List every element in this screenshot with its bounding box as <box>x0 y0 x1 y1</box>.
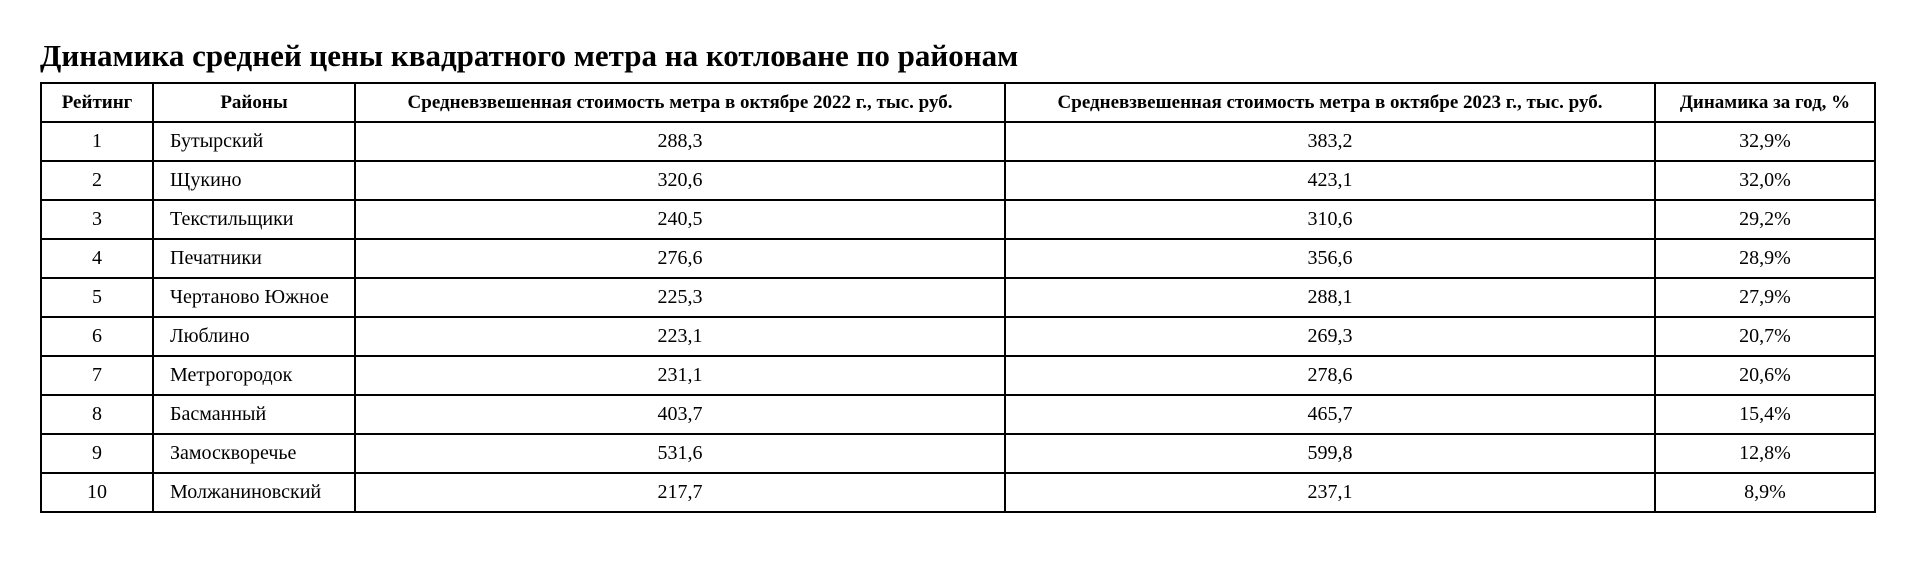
column-header-rank: Рейтинг <box>41 83 153 122</box>
price-2023-cell: 278,6 <box>1005 356 1655 395</box>
change-cell: 15,4% <box>1655 395 1875 434</box>
change-cell: 27,9% <box>1655 278 1875 317</box>
district-cell: Люблино <box>153 317 355 356</box>
column-header-price-2023: Средневзвешенная стоимость метра в октябре 2023 г., тыс. руб. <box>1005 83 1655 122</box>
table-row <box>41 395 1875 434</box>
rank-cell: 9 <box>41 434 153 473</box>
price-2022-cell: 240,5 <box>355 200 1005 239</box>
price-2022-cell: 217,7 <box>355 473 1005 512</box>
rank-cell: 8 <box>41 395 153 434</box>
price-2023-cell: 288,1 <box>1005 278 1655 317</box>
price-2023-cell: 465,7 <box>1005 395 1655 434</box>
price-2022-cell: 225,3 <box>355 278 1005 317</box>
district-cell: Молжаниновский <box>153 473 355 512</box>
price-2022-cell: 288,3 <box>355 122 1005 161</box>
price-2023-cell: 269,3 <box>1005 317 1655 356</box>
rank-cell: 2 <box>41 161 153 200</box>
rank-cell: 3 <box>41 200 153 239</box>
price-2022-cell: 223,1 <box>355 317 1005 356</box>
change-cell: 32,9% <box>1655 122 1875 161</box>
change-cell: 32,0% <box>1655 161 1875 200</box>
district-cell: Щукино <box>153 161 355 200</box>
rank-cell: 10 <box>41 473 153 512</box>
change-cell: 20,6% <box>1655 356 1875 395</box>
table-row <box>41 278 1875 317</box>
price-2022-cell: 231,1 <box>355 356 1005 395</box>
price-2023-cell: 383,2 <box>1005 122 1655 161</box>
district-cell: Чертаново Южное <box>153 278 355 317</box>
district-cell: Метрогородок <box>153 356 355 395</box>
rank-cell: 1 <box>41 122 153 161</box>
table-row <box>41 122 1875 161</box>
district-cell: Бутырский <box>153 122 355 161</box>
price-2022-cell: 276,6 <box>355 239 1005 278</box>
table-row <box>41 239 1875 278</box>
change-cell: 29,2% <box>1655 200 1875 239</box>
table-row <box>41 200 1875 239</box>
table-row <box>41 317 1875 356</box>
change-cell: 28,9% <box>1655 239 1875 278</box>
price-2023-cell: 310,6 <box>1005 200 1655 239</box>
rank-cell: 6 <box>41 317 153 356</box>
column-header-change: Динамика за год, % <box>1655 83 1875 122</box>
price-2023-cell: 423,1 <box>1005 161 1655 200</box>
price-table <box>40 82 1876 513</box>
table-row <box>41 356 1875 395</box>
table-header-row <box>41 83 1875 122</box>
rank-cell: 7 <box>41 356 153 395</box>
table-row <box>41 473 1875 512</box>
price-2022-cell: 531,6 <box>355 434 1005 473</box>
table-row <box>41 434 1875 473</box>
column-header-district: Районы <box>153 83 355 122</box>
price-2023-cell: 356,6 <box>1005 239 1655 278</box>
rank-cell: 5 <box>41 278 153 317</box>
column-header-price-2022: Средневзвешенная стоимость метра в октябре 2022 г., тыс. руб. <box>355 83 1005 122</box>
page-title: Динамика средней цены квадратного метра на котловане по районам <box>40 38 1019 73</box>
change-cell: 12,8% <box>1655 434 1875 473</box>
district-cell: Замоскворечье <box>153 434 355 473</box>
price-2023-cell: 599,8 <box>1005 434 1655 473</box>
change-cell: 8,9% <box>1655 473 1875 512</box>
district-cell: Печатники <box>153 239 355 278</box>
table-row <box>41 161 1875 200</box>
price-2023-cell: 237,1 <box>1005 473 1655 512</box>
rank-cell: 4 <box>41 239 153 278</box>
district-cell: Басманный <box>153 395 355 434</box>
change-cell: 20,7% <box>1655 317 1875 356</box>
price-2022-cell: 320,6 <box>355 161 1005 200</box>
district-cell: Текстильщики <box>153 200 355 239</box>
price-2022-cell: 403,7 <box>355 395 1005 434</box>
